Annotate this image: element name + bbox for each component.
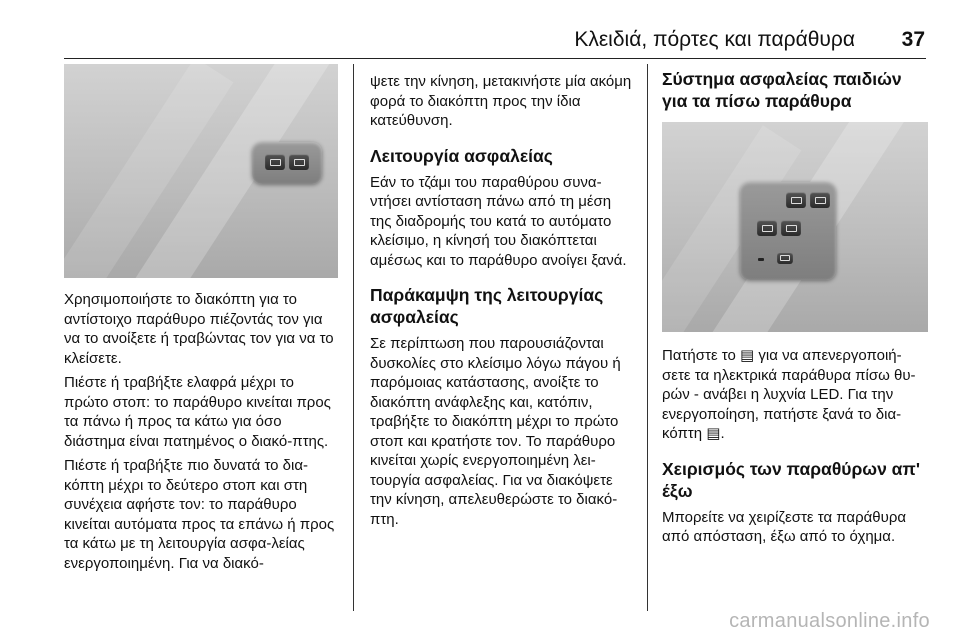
paragraph-override-safety: Σε περίπτωση που παρουσιάζονται δυσκολίες στο κλείσιμο λόγω πάγου ή παρόμοιας κατάστασης, ανοίξτε το διακόπτη ανάφλεξης και, κατόπιν, τραβήξτε το διακόπτη μέχρι το πρώτο στοπ και κρατήστε τον. Το παράθυρο κινείται χωρίς ενεργοποιημένη λει-τουργία ασφαλείας. Για να διακόψετε την κίνηση, απελευθερώστε το διακό-πτη. [370, 335, 621, 528]
window-lock-icon: ▤ [706, 425, 721, 442]
led-indicator [758, 258, 764, 261]
front-right-switch-icon [810, 192, 830, 208]
child-lock-switch-icon [777, 252, 793, 264]
column-divider-1 [353, 64, 354, 611]
heading-remote-operation: Χειρισμός των παραθύρων απ' έξω [662, 458, 920, 501]
header-rule [64, 58, 926, 59]
window-switch-photo-front [64, 64, 338, 278]
column-2 [370, 72, 634, 534]
paragraph-stop-movement: ψετε την κίνηση, μετακινήστε μία ακόμη φορά το διακόπτη προς την ίδια κατεύθυνση. [370, 73, 632, 129]
page-number: 37 [901, 28, 925, 51]
paragraph-first-stop: Πιέστε ή τραβήξτε ελαφρά μέχρι το πρώτο στοπ: το παράθυρο κινείται προς τα πάνω ή προς τα κάτω για όσο διάστημα είναι πατημένος ο διακό-πτης. [64, 374, 331, 450]
paragraph-second-stop: Πιέστε ή τραβήξτε πιο δυνατά το δια-κόπτη μέχρι το δεύτερο στοπ και στη συνέχεια αφήστε τον: το παράθυρο κινείται αυτόματα προς τα επάνω ή προς τα κάτω με τη λειτουργία ασφα-λείας ενεργοποιημένη. Για να διακό- [64, 457, 335, 572]
column-1 [64, 64, 338, 578]
window-switch-photo-rear [662, 122, 928, 332]
heading-safety-function: Λειτουργία ασφαλείας [370, 145, 553, 166]
column-3 [662, 68, 928, 552]
page-header-title: Κλειδιά, πόρτες και παράθυρα [574, 28, 855, 51]
window-switch-right-icon [289, 154, 309, 170]
heading-child-safety: Σύστημα ασφαλείας παιδιών για τα πίσω παράθυρα [662, 69, 902, 111]
paragraph-child-lock: Πατήστε το ▤ για να απενεργοποιή-σετε τα ηλεκτρικά παράθυρα πίσω θυ-ρών - ανάβει η λυχνία LED. Για την ενεργοποίηση, πατήστε ξανά το δια-κόπτη ▤. [662, 347, 916, 442]
column-divider-2 [647, 64, 648, 611]
rear-left-switch-icon [757, 220, 777, 236]
heading-override-safety: Παράκαμψη της λειτουργίας ασφαλείας [370, 285, 604, 327]
window-switch-left-icon [265, 154, 285, 170]
rear-right-switch-icon [781, 220, 801, 236]
paragraph-remote-operation: Μπορείτε να χειρίζεστε τα παράθυρα από απόσταση, έξω από το όχημα. [662, 508, 907, 545]
paragraph-safety-function: Εάν το τζάμι του παραθύρου συνα-ντήσει αντίσταση πάνω από τη μέση της διαδρομής του κατά το αυτόματο κλείσιμο, η κίνησή του διακόπτεται αμέσως και το παράθυρο ανοίγει ξανά. [370, 173, 627, 269]
watermark: carmanualsonline.info [729, 610, 930, 632]
window-lock-icon: ▤ [740, 347, 755, 364]
front-left-switch-icon [786, 192, 806, 208]
paragraph-switch-use: Χρησιμοποιήστε το διακόπτη για το αντίστοιχο παράθυρο πιέζοντάς τον για να το ανοίξετε ή τραβώντας τον για να το κλείσετε. [64, 291, 334, 367]
